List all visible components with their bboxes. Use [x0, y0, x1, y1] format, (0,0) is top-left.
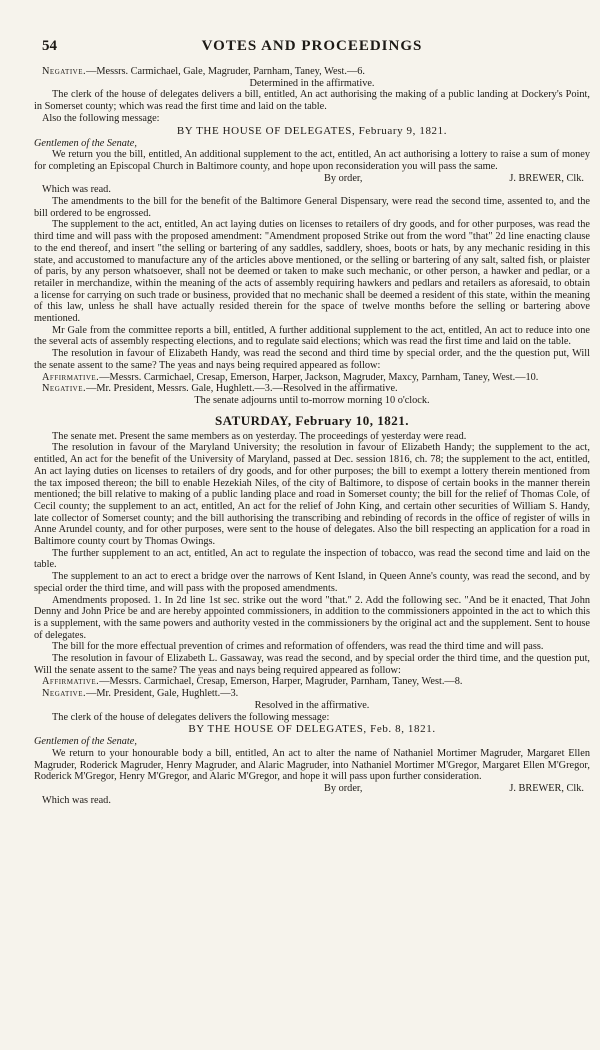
salutation: Gentlemen of the Senate, — [34, 137, 137, 149]
clerk-message-line: The clerk of the house of delegates delivers the following message: — [52, 711, 330, 723]
adjourn-line: The senate adjourns until to-morrow morning 10 o'clock. — [194, 394, 430, 406]
salutation-2: Gentlemen of the Senate, — [34, 736, 137, 748]
paragraph: The senate met. Present the same members as on yesterday. The proceedings of yesterday were read. — [52, 430, 467, 442]
paragraph: The resolution in favour of the Maryland University; the resolution in favour of Elizabeth Handy; the supplement to the act, entitled, An act for the benefit of the University of Maryland, passed at Dec. session 1816, ch. 78; the supplement to the act, entitled, An act laying duties on licenses to retailers of dry goods, and for other purposes; the bill to exempt a lottery therein mentioned from the tax imposed thereon; the bill to enable Hezekiah Niles, of the city of Baltimore, to dispose of certain books in the manner therein mentioned; the bill relative to making of a public landing place and road in Somerset county; the bill for the relief of Thomas Cole, of Cecil county; the supplement to an act, entitled, An act for the relief of John King, and certain other securities of William S. Handy, late collector of Somerset county; and the bill authorising the transcribing and rebinding of records in the office of register of wills in Anne Arundel county, and for other purposes, were sent to the house of delegates. Also the bill respecting an application for a road in Baltimore county court by Thomas Owings. — [34, 442, 590, 548]
affirmative-vote-2 — [34, 676, 590, 688]
negative-text: —Messrs. Carmichael, Gale, Magruder, Parnham, Taney, West.—6. — [86, 66, 366, 77]
house-of-delegates-heading: BY THE HOUSE OF DELEGATES, February 9, 1821. — [176, 124, 448, 137]
paragraph: The resolution in favour of Elizabeth L. Gassaway, was read the second, and by special order the third time, and the question put, Will the senate assent to the same? The yeas and nays being required appeared as follow: — [34, 653, 590, 676]
running-title: VOTES AND PROCEEDINGS — [201, 38, 423, 54]
day-heading: SATURDAY, February 10, 1821. — [214, 412, 410, 428]
message-body-2: We return to your honourable body a bill, entitled, An act to alter the name of Nathaniel Mortimer Magruder, Margaret Ellen Magruder, Roderick Magruder, Henry Magruder, and Alaric Magruder, into Nathaniel Mortimer M'Gregor, Margaret Ellen M'Gregor, Roderick M'Gregor, Henry M'Gregor, and Alaric M'Gregor, and hope it will pass upon further consideration. — [34, 747, 590, 783]
paragraph: Amendments proposed. 1. In 2d line 1st sec. strike out the word "that." 2. Add the following sec. "And be it enacted, That John Denny and John Price be and are hereby appointed commissioners, in addition to the commissioners appointed in the act to which this is a supplement, with the same powers and authority vested in the commissioners by the original act and the supplement. Sent to house of delegates. — [34, 594, 590, 641]
determined-line: Determined in the affirmative. — [249, 77, 375, 89]
signer-2: J. BREWER, Clk. — [509, 783, 584, 795]
which-read-line: Which was read. — [42, 184, 111, 196]
negative-text: —Mr. President, Messrs. Gale, Hughlett.—3.—Resolved in the affirmative. — [86, 383, 398, 395]
affirmative-text: —Messrs. Carmichael, Cresap, Emerson, Harper, Jackson, Magruder, Maxcy, Parnham, Taney, West.—10. — [99, 371, 539, 383]
negative-text: —Mr. President, Gale, Hughlett.—3. — [86, 688, 239, 700]
paragraph: The bill for the more effectual prevention of crimes and reformation of offenders, was read the third time and will pass. — [52, 641, 544, 653]
paragraph: The supplement to an act to erect a bridge over the narrows of Kent Island, in Queen Anne's county, was read the second, and by special order the third time, and will pass with the proposed amendments. — [34, 571, 590, 594]
paragraph: Mr Gale from the committee reports a bill, entitled, A further additional supplement to the act, entitled, An act to reduce into one the several acts of assembly respecting elections, and to regulate said elections; which was read the first time and laid on the table. — [34, 324, 590, 348]
negative-label: Negative. — [42, 383, 87, 395]
by-order: By order, — [324, 172, 363, 184]
negative-label: Negative. — [42, 66, 87, 77]
signature-line — [34, 173, 590, 185]
page-number: 54 — [42, 38, 57, 54]
resolved-line: Resolved in the affirmative. — [254, 699, 370, 711]
affirmative-vote-1 — [34, 372, 590, 384]
by-order-2: By order, — [324, 783, 363, 795]
negative-vote-1 — [34, 66, 590, 78]
paragraph: The resolution in favour of Elizabeth Handy, was read the second and third time by special order, and the the question put, Will the senate assent to the same? The yeas and nays being required appeared as follow: — [34, 348, 590, 371]
signer: J. BREWER, Clk. — [509, 172, 584, 184]
paragraph: The supplement to the act, entitled, An act laying duties on licenses to retailers of dry goods, and for other purposes, was read the third time and will pass with the proposed amendment: "Amendment proposed Strike out from the word "that" 2d line enacting clause to the end thereof, and insert "the selling or bartering of any saddles, saddlery, shoes, boots or hats, by any mechanic residing in this state, and accustomed to manufacture any of the articles above mentioned, or the selling or bartering of any salt, salted fish, or plaister of paris, by any person whatsoever, shall not be deemed or taken to make such mechanic, or other person, a hawker and pedlar, or a retailer in merchandize, within the meaning of the acts of assembly requiring hawkers and pedlars and retailers as aforesaid, to obtain a license for carrying on such trade or business, provided that no mechanic shall be deemed a resident of this state, within the meaning of this law, unless he shall have actually resided therein for the space of twelve months before the selling or bartering above mentioned. — [34, 219, 590, 325]
paragraph: The further supplement to an act, entitled, An act to regulate the inspection of tobacco, was read the second time and laid on the table. — [34, 547, 590, 571]
which-read-line-2: Which was read. — [42, 794, 111, 806]
clerk-bill-paragraph: The clerk of the house of delegates delivers a bill, entitled, An act authorising the making of a public landing at Dockery's Point, in Somerset county; which was read the first time and laid on the table. — [34, 89, 590, 113]
affirmative-label: Affirmative. — [42, 371, 100, 383]
page-header — [34, 38, 590, 62]
house-of-delegates-heading-2: BY THE HOUSE OF DELEGATES, Feb. 8, 1821. — [188, 723, 436, 736]
negative-label: Negative. — [42, 688, 87, 700]
negative-vote-2 — [34, 383, 590, 395]
affirmative-text: —Messrs. Carmichael, Cresap, Emerson, Harper, Magruder, Parnham, Taney, West.—8. — [99, 676, 463, 688]
signature-line-2 — [34, 783, 590, 795]
affirmative-label: Affirmative. — [42, 676, 100, 688]
message-body: We return you the bill, entitled, An additional supplement to the act, entitled, An act authorising a lottery to raise a sum of money for completing an Episcopal Church in Baltimore county, and hope upon reconsideration you will pass the same. — [34, 149, 590, 172]
paragraph: The amendments to the bill for the benefit of the Baltimore General Dispensary, were read the second time, assented to, and the bill ordered to be engrossed. — [34, 196, 590, 219]
negative-vote-3 — [34, 688, 590, 700]
also-message-line: Also the following message: — [42, 112, 160, 124]
